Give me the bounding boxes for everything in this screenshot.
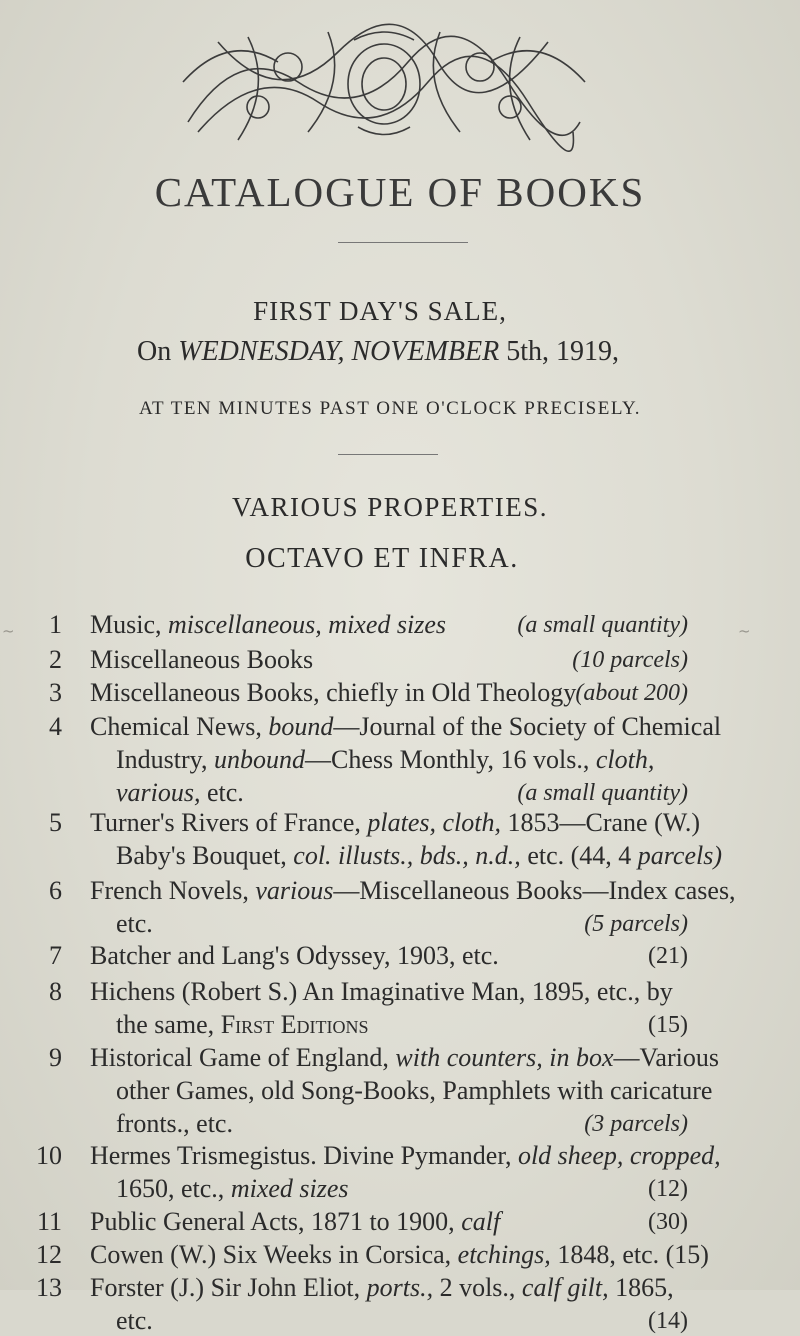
section-heading: VARIOUS PROPERTIES.	[232, 492, 548, 522]
sale-heading: FIRST DAY'S SALE,	[253, 296, 507, 326]
lot-text: Miscellaneous Books	[90, 645, 314, 674]
lot-number: 6	[49, 876, 62, 905]
lot-text: ports.,	[366, 1273, 434, 1302]
lot-description-line	[90, 1273, 674, 1303]
format-heading: OCTAVO ET INFRA.	[245, 543, 519, 574]
lot-number: 7	[49, 941, 62, 970]
lot-text: Turner's Rivers of France,	[90, 808, 368, 837]
lot-description-line	[116, 1109, 233, 1139]
lot-text: etchings,	[457, 1240, 551, 1269]
lot-text: 1853—Crane (W.)	[501, 808, 701, 837]
lot-text: —Miscellaneous Books—Index cases,	[333, 876, 736, 905]
lot-description-line	[116, 745, 654, 775]
lot-text: unbound	[213, 745, 305, 774]
margin-annotation: ~	[738, 622, 751, 640]
lot-description-line	[90, 1043, 719, 1073]
lot-number: 4	[49, 712, 62, 741]
lot-description-line	[90, 808, 700, 838]
lot-quantity: (21)	[648, 943, 688, 969]
lot-description-line	[116, 1010, 369, 1040]
lot-description-line	[90, 1207, 500, 1237]
lot-text: cloth,	[595, 745, 655, 774]
lot-text: Hermes Trismegistus. Divine Pymander,	[90, 1141, 518, 1170]
lot-text: 1848, etc. (15)	[550, 1240, 709, 1269]
lot-text: —Various	[613, 1043, 719, 1072]
lot-quantity: (about 200)	[575, 680, 688, 706]
lot-text: 1650, etc.,	[116, 1174, 231, 1203]
lot-number: 2	[49, 645, 62, 674]
decorative-ornament-icon	[178, 22, 590, 144]
lot-text: parcels)	[637, 841, 723, 870]
lot-text: col. illusts., bds., n.d.,	[293, 841, 521, 870]
lot-description-line	[90, 610, 446, 640]
lot-text: mixed sizes	[230, 1174, 349, 1203]
lot-quantity: (14)	[648, 1308, 688, 1334]
lot-text: other Games, old Song-Books, Pamphlets with caricature	[116, 1076, 713, 1105]
lot-text: etc.	[116, 1306, 153, 1335]
lot-text: Music,	[90, 610, 168, 639]
lot-description-line	[90, 678, 576, 708]
lot-number: 1	[49, 610, 62, 639]
lot-quantity: (a small quantity)	[517, 780, 688, 806]
lot-text: calf	[461, 1207, 501, 1236]
lot-description-line	[90, 1141, 721, 1171]
sale-time: AT TEN MINUTES PAST ONE O'CLOCK PRECISELY.	[138, 398, 642, 419]
lot-number: 5	[49, 808, 62, 837]
lot-text: Batcher and Lang's Odyssey, 1903, etc.	[90, 941, 499, 970]
lot-quantity: (5 parcels)	[584, 911, 688, 937]
lot-text: etc.	[207, 778, 244, 807]
lot-description-line	[116, 1076, 712, 1106]
lot-quantity: (15)	[648, 1012, 688, 1038]
lot-quantity: (10 parcels)	[572, 647, 688, 673]
lot-description-line	[90, 712, 721, 742]
catalogue-title: CATALOGUE OF BOOKS	[154, 169, 646, 215]
lot-text: old sheep, cropped,	[517, 1141, 721, 1170]
lot-number: 13	[36, 1273, 62, 1302]
lot-text: Forster (J.) Sir John Eliot,	[90, 1273, 367, 1302]
lot-number: 10	[36, 1141, 62, 1170]
lot-text: —Journal of the Society of Chemical	[333, 712, 722, 741]
lot-text: the same,	[116, 1010, 221, 1039]
lot-text: calf gilt,	[521, 1273, 609, 1302]
lot-text: bound	[268, 712, 334, 741]
lot-text: miscellaneous, mixed sizes	[168, 610, 447, 639]
lot-description-line	[90, 876, 736, 906]
lot-description-line	[90, 645, 313, 675]
lot-number: 11	[36, 1207, 62, 1236]
lot-text: etc.	[116, 909, 153, 938]
lot-text: with counters, in box	[395, 1043, 614, 1072]
lot-description-line	[116, 841, 722, 871]
section-rule	[338, 454, 438, 455]
lot-quantity: (a small quantity)	[517, 612, 688, 638]
margin-annotation: ~	[2, 622, 15, 640]
lot-text: First Editions	[220, 1010, 369, 1039]
title-rule	[338, 242, 468, 243]
lot-description-line	[116, 1306, 153, 1336]
lot-text: plates, cloth,	[367, 808, 501, 837]
lot-description-line	[90, 977, 673, 1007]
lot-text: various	[255, 876, 334, 905]
lot-number: 12	[36, 1240, 62, 1269]
lot-description-line	[116, 778, 244, 808]
lot-text: Public General Acts, 1871 to 1900,	[90, 1207, 462, 1236]
sale-date: On WEDNESDAY, NOVEMBER 5th, 1919,	[137, 336, 619, 367]
lot-text: Baby's Bouquet,	[116, 841, 294, 870]
lot-quantity: (30)	[648, 1209, 688, 1235]
lot-text: Industry,	[116, 745, 214, 774]
lot-description-line	[90, 941, 499, 971]
lot-description-line	[116, 1174, 349, 1204]
lot-text: etc. (44, 4	[520, 841, 638, 870]
lot-text: Miscellaneous Books, chiefly in Old Theology	[90, 678, 577, 707]
lot-text: Historical Game of England,	[90, 1043, 396, 1072]
lot-text: Cowen (W.) Six Weeks in Corsica,	[90, 1240, 458, 1269]
lot-text: French Novels,	[90, 876, 256, 905]
lot-description-line	[116, 909, 153, 939]
lot-text: 1865,	[608, 1273, 674, 1302]
lot-text: various,	[116, 778, 207, 807]
lot-quantity: (3 parcels)	[584, 1111, 688, 1137]
lot-text: fronts., etc.	[116, 1109, 233, 1138]
lot-number: 9	[49, 1043, 62, 1072]
lot-text: Chemical News,	[90, 712, 269, 741]
lot-number: 3	[49, 678, 62, 707]
lot-text: Hichens (Robert S.) An Imaginative Man, 1895, etc., by	[90, 977, 673, 1006]
lot-number: 8	[49, 977, 62, 1006]
lot-quantity: (12)	[648, 1176, 688, 1202]
lot-description-line	[90, 1240, 709, 1270]
lot-text: —Chess Monthly, 16 vols.,	[304, 745, 596, 774]
lot-text: 2 vols.,	[433, 1273, 522, 1302]
